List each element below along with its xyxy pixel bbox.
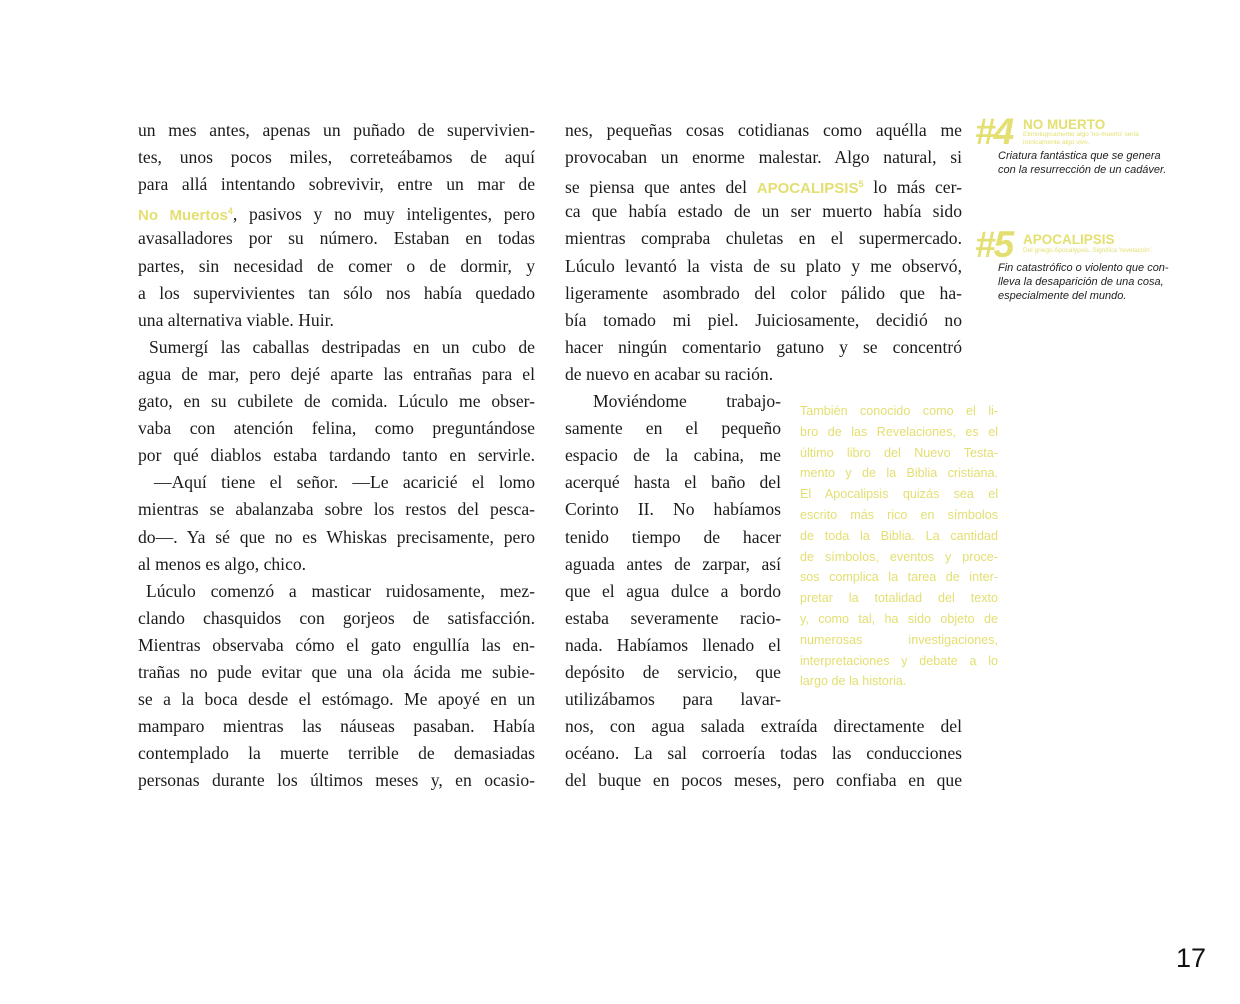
text-line — [565, 740, 962, 767]
sidebar-line: También conocido como el li- — [800, 404, 998, 418]
text-line — [565, 578, 781, 605]
text-segment: contemplado la muerte terrible de demasiadas — [138, 743, 535, 764]
text-line — [565, 334, 962, 361]
text-line — [565, 144, 962, 171]
text-segment: de nuevo en acabar su ración. — [565, 363, 774, 384]
text-segment: utilizábamos para lavar- — [565, 689, 781, 710]
sidebar-line: pretar la totalidad del texto — [800, 591, 998, 606]
text-segment: avasalladores por su número. Estaban en todas — [138, 228, 535, 249]
text-line — [138, 686, 535, 713]
sidebar-line: escrito más rico en símbolos — [800, 508, 998, 522]
text-segment: personas durante los últimos meses y, en ocasio- — [138, 770, 535, 791]
text-line — [565, 415, 781, 442]
text-line — [565, 117, 962, 144]
text-segment: se a la boca desde el estómago. Me apoyé en un — [138, 689, 535, 710]
text-segment: , pasivos y no muy inteligentes, pero — [232, 204, 535, 225]
text-line — [138, 469, 535, 496]
text-segment: agua de mar, pero dejé aparte las entrañas para el — [138, 363, 535, 384]
text-segment: trañas no pude evitar que una ola ácida me subie- — [138, 662, 535, 682]
text-line — [565, 767, 962, 794]
text-segment: a los supervivientes tan sólo nos había quedado — [138, 282, 535, 303]
text-line — [565, 605, 781, 632]
footnote-definition-line: Criatura fantástica que se genera — [998, 150, 1161, 162]
text-segment: mientras compraba chuletas en el supermercado. — [565, 228, 962, 249]
text-segment: acerqué hasta el baño del — [565, 472, 781, 493]
sidebar-line: de toda la Biblia. La cantidad — [800, 528, 998, 543]
text-line — [138, 280, 535, 307]
text-segment: vaba con atención felina, como preguntándose — [138, 418, 535, 439]
text-line — [565, 280, 962, 307]
text-line — [138, 496, 535, 523]
sidebar-line: de símbolos, eventos y proce- — [800, 549, 998, 564]
text-line — [565, 361, 962, 388]
sidebar-line: último libro del Nuevo Testa- — [800, 445, 998, 460]
text-segment: Lúculo levantó la vista de su plato y me observó, — [565, 255, 962, 276]
text-segment: lo más cer- — [863, 177, 962, 198]
text-segment: do—. Ya sé que no es Whiskas precisamente, pero — [138, 526, 535, 547]
footnote-definition-line: lleva la desaparición de una cosa, — [998, 276, 1164, 288]
text-segment: nos, con agua salada extraída directamente del — [565, 716, 962, 737]
text-segment: partes, sin necesidad de comer o de dormir, y — [138, 255, 535, 276]
text-line — [138, 442, 535, 469]
text-segment: Sumergí las caballas destripadas en un cubo de — [149, 336, 535, 357]
text-line — [138, 307, 535, 334]
footnote-definition-line: con la resurrección de un cadáver. — [998, 164, 1167, 176]
glossary-term-label: APOCALIPSIS — [756, 180, 859, 198]
text-line — [138, 767, 535, 794]
text-line — [138, 632, 535, 659]
text-line — [138, 659, 535, 686]
text-segment: por qué diablos estaba tardando tanto en servirle. — [138, 445, 535, 466]
text-segment: para allá intentando sobrevivir, entre un mar de — [138, 174, 535, 195]
text-line — [565, 659, 781, 686]
footnote-ref: 5 — [858, 179, 864, 190]
text-line — [565, 496, 781, 523]
text-line — [565, 551, 781, 578]
text-line — [565, 225, 962, 252]
text-segment: ligeramente asombrado del color pálido que ha- — [565, 282, 962, 303]
text-segment: se piensa que antes del — [565, 177, 757, 198]
text-segment: que el agua dulce a bordo — [565, 580, 781, 601]
text-segment: espacio de la cabina, me — [565, 445, 781, 466]
text-segment: nes, pequeñas cosas cotidianas como aquélla me — [565, 120, 962, 140]
text-line — [138, 524, 535, 551]
text-segment: tes, unos pocos miles, correteábamos de aquí — [138, 147, 535, 168]
text-segment: al menos es algo, chico. — [138, 553, 307, 574]
footnote-etymology-line: Del griego Apocalypsis. Significa 'revelación'. — [1023, 247, 1153, 254]
text-line — [138, 605, 535, 632]
text-line — [138, 388, 535, 415]
text-segment: clando chasquidos con gorjeos de satisfacción. — [138, 607, 535, 628]
sidebar-line: numerosas investigaciones, — [800, 632, 998, 647]
text-segment: Corinto II. No habíamos — [565, 499, 781, 520]
text-line — [138, 253, 535, 280]
footnote-number: #4 — [975, 111, 1013, 152]
text-line — [565, 198, 962, 225]
footnote-title: NO MUERTO — [1023, 117, 1106, 132]
text-line — [138, 740, 535, 767]
text-segment: ca que había estado de un ser muerto había sido — [565, 201, 962, 222]
text-segment: —Aquí tiene el señor. —Le acaricié el lomo — [154, 472, 535, 493]
text-segment: tenido tiempo de hacer — [565, 526, 781, 547]
text-segment: Mientras observaba cómo el gato engullía las en- — [138, 634, 535, 655]
text-line — [138, 171, 535, 198]
text-segment: depósito de servicio, que — [565, 662, 781, 682]
text-segment: un mes antes, apenas un puñado de supervivien- — [138, 120, 535, 140]
text-segment: Moviéndome trabajo- — [593, 391, 781, 411]
text-segment: mientras se abalanzaba sobre los restos del pesca- — [138, 499, 535, 520]
text-segment: estaba severamente racio- — [565, 607, 781, 628]
footnote-etymology-line: ironicamente algo vivo. — [1023, 139, 1090, 146]
text-segment: mamparo mientras las náuseas pasaban. Había — [138, 716, 535, 737]
text-segment: nada. Habíamos llenado el — [565, 634, 781, 655]
sidebar-line: sos complica la tarea de inter- — [800, 570, 998, 585]
footnote-definition-line: especialmente del mundo. — [998, 290, 1127, 302]
text-segment: Lúculo comenzó a masticar ruidosamente, mez- — [146, 580, 535, 601]
text-line — [565, 524, 781, 551]
text-line — [138, 415, 535, 442]
text-segment: provocaban un enorme malestar. Algo natural, si — [565, 147, 962, 168]
text-line — [138, 361, 535, 388]
text-line — [565, 469, 781, 496]
text-line — [565, 442, 781, 469]
sidebar-line: bro de las Revelaciones, es el — [800, 424, 998, 439]
glossary-term-label: No Muertos — [138, 207, 228, 225]
sidebar-line: largo de la historia. — [800, 674, 907, 689]
text-line — [138, 551, 535, 578]
footnote-etymology-line: Etimologicamente algo 'no-muerto' sería — [1023, 131, 1139, 138]
text-segment: océano. La sal corroería todas las conducciones — [565, 743, 962, 764]
text-line — [138, 117, 535, 144]
text-segment: samente en el pequeño — [565, 418, 781, 439]
text-segment: una alternativa viable. Huir. — [138, 309, 334, 330]
text-line — [565, 253, 962, 280]
text-line — [565, 713, 962, 740]
text-line — [138, 713, 535, 740]
sidebar-line: interpretaciones y debate a lo — [800, 653, 998, 668]
glossary-term — [757, 180, 864, 197]
sidebar-line: El Apocalipsis quizás sea el — [800, 487, 998, 502]
text-line — [565, 171, 962, 198]
sidebar-line: y, como tal, ha sido objeto de — [800, 612, 998, 626]
footnote-title: APOCALIPSIS — [1023, 232, 1115, 247]
footnote-number: #5 — [975, 224, 1013, 265]
text-line — [138, 225, 535, 252]
text-line — [565, 388, 781, 415]
text-line — [138, 578, 535, 605]
text-line — [565, 686, 781, 713]
text-segment: del buque en pocos meses, pero confiaba en que — [565, 770, 962, 791]
text-line — [138, 198, 535, 225]
footnote-definition-line: Fin catastrófico o violento que con- — [998, 262, 1169, 274]
text-segment: aguada antes de zarpar, así — [565, 553, 781, 574]
text-line — [565, 307, 962, 334]
footnote-ref: 4 — [227, 206, 233, 217]
text-line — [565, 632, 781, 659]
glossary-term — [138, 207, 233, 224]
text-line — [138, 144, 535, 171]
text-line — [138, 334, 535, 361]
sidebar-line: mento y de la Biblia cristiana. — [800, 466, 998, 481]
text-segment: hacer ningún comentario gatuno y se concentró — [565, 336, 962, 357]
text-segment: bía tomado mi piel. Juiciosamente, decidió no — [565, 309, 962, 330]
page-number: 17 — [1176, 943, 1207, 973]
text-segment: gato, en su cubilete de comida. Lúculo me obser- — [138, 391, 535, 411]
